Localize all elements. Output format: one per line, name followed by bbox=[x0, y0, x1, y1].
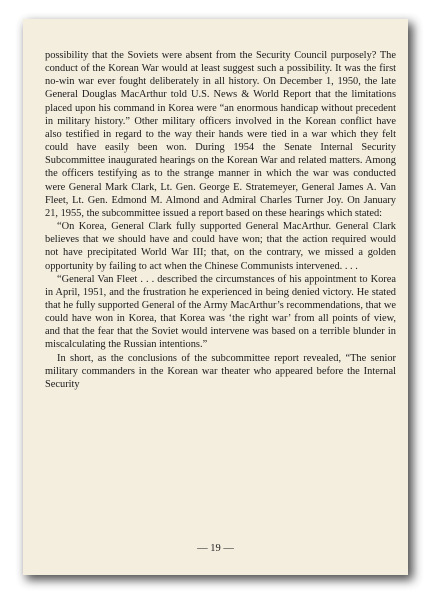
page-number: — 19 — bbox=[197, 543, 234, 554]
paragraph: In short, as the conclusions of the subcommittee report revealed, “The senior military commanders in the Korean war theater who appeared before the Internal Security bbox=[45, 352, 396, 390]
paragraph: possibility that the Soviets were absent from the Security Council purposely? The conduct of the Korean War would at least suggest such a possibility. It was the first no-win war ever fought deliberately in all history. On December 1, 1950, the late General Douglas MacArthur told U.S. News & World Report that the limitations placed upon his command in Korea were “an enormous handicap without precedent in military history.” Other military officers involved in the Korean conflict have also testified in regard to the way their hands were tied in a war which they felt could have easily been won. During 1954 the Senate Internal Security Subcommittee inaugurated hearings on the Korean War and related matters. Among the officers testifying as to the strange manner in which the war was conducted were General Mark Clark, Lt. Gen. George E. Stratemeyer, General James A. Van Fleet, Lt. Gen. Edmond M. Almond and Admiral Charles Turner Joy. On January 21, 1955, the subcommittee issued a report based on these hearings which stated: bbox=[45, 50, 396, 219]
body-text bbox=[45, 49, 396, 391]
quote-paragraph: “General Van Fleet . . . described the circumstances of his appointment to Korea in April, 1951, and the frustration he experienced in being denied victory. He stated that he fully supported General of the Army MacArthur’s recommendations, that we could have won in Korea, that Korea was ‘the right war’ from all points of view, and that the fear that the Soviet would intervene was based on a terrible blunder in miscalculating the Russian intentions.” bbox=[45, 273, 396, 351]
book-page bbox=[23, 19, 408, 575]
quote-paragraph: “On Korea, General Clark fully supported General MacArthur. General Clark believes that we should have and could have won; that the action required would not have precipitated World War III; that, on the contrary, we missed a golden opportunity by failing to act when the Chinese Communists intervened. . . . bbox=[45, 221, 396, 272]
